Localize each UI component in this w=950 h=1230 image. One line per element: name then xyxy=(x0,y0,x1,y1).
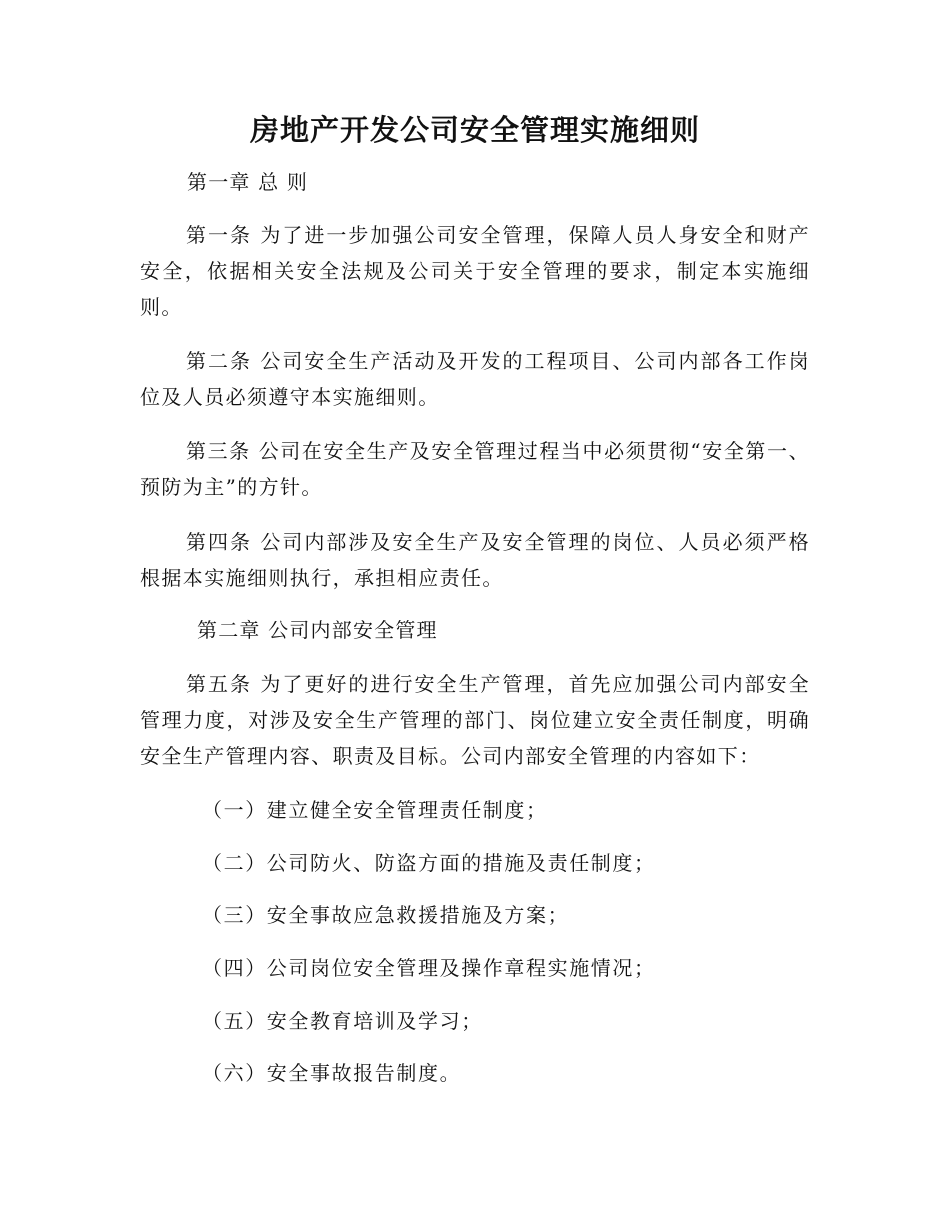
list-item: （一）建立健全安全管理责任制度； xyxy=(202,798,548,822)
list-item: （三）安全事故应急救援措施及方案； xyxy=(202,903,570,927)
article-5: 第五条 为了更好的进行安全生产管理，首先应加强公司内部安全管理力度，对涉及安全生产管理的部门、岗位建立安全责任制度，明确安全生产管理内容、职责及目标。公司内部安全管理的内容如下： xyxy=(140,672,810,768)
article-2: 第二条 公司安全生产活动及开发的工程项目、公司内部各工作岗位及人员必须遵守本实施细则。 xyxy=(140,349,810,409)
chapter-2-heading: 第二章 公司内部安全管理 xyxy=(197,618,438,642)
document-title: 房地产开发公司安全管理实施细则 xyxy=(249,113,700,147)
list-item: （二）公司防火、防盗方面的措施及责任制度； xyxy=(202,851,656,875)
article-1: 第一条 为了进一步加强公司安全管理，保障人员人身安全和财产安全，依据相关安全法规及公司关于安全管理的要求，制定本实施细则。 xyxy=(140,223,810,319)
chapter-1-heading: 第一章 总 则 xyxy=(187,170,309,194)
list-item: （四）公司岗位安全管理及操作章程实施情况； xyxy=(202,956,656,980)
list-item: （六）安全事故报告制度。 xyxy=(202,1061,462,1085)
list-item: （五）安全教育培训及学习； xyxy=(202,1009,483,1033)
article-3: 第三条 公司在安全生产及安全管理过程当中必须贯彻“安全第一、预防为主”的方针。 xyxy=(140,439,810,499)
article-4: 第四条 公司内部涉及安全生产及安全管理的岗位、人员必须严格根据本实施细则执行，承担相应责任。 xyxy=(140,530,810,590)
